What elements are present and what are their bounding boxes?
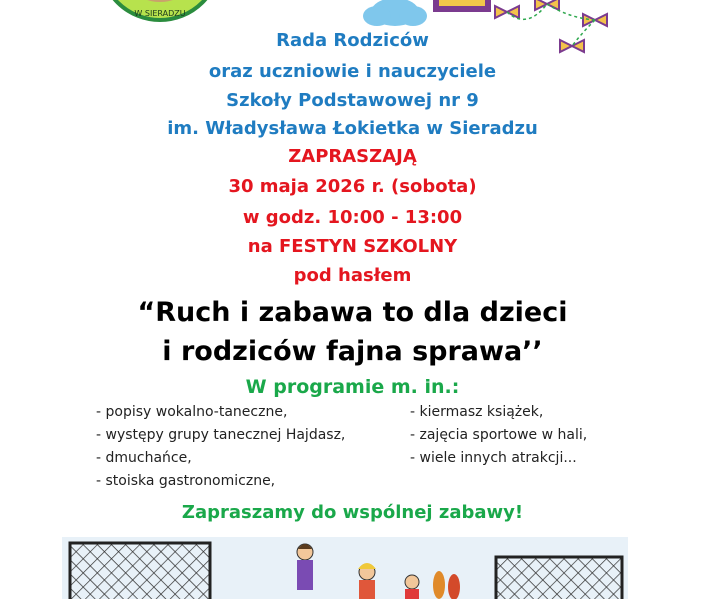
organizer-line-1: Rada Rodziców xyxy=(276,30,429,51)
program-item: - występy grupy tanecznej Hajdasz, xyxy=(96,427,346,443)
event-hours: w godz. 10:00 - 13:00 xyxy=(242,207,463,228)
program-item: - wiele innych atrakcji... xyxy=(410,450,577,466)
logo-ring-text: W SIERADZU xyxy=(134,9,186,18)
slogan-intro: pod hasłem xyxy=(293,265,412,286)
event-date: 30 maja 2026 r. (sobota) xyxy=(228,176,477,197)
program-item: - zajęcia sportowe w hali, xyxy=(410,427,588,443)
closing-invitation: Zapraszamy do wspólnej zabawy! xyxy=(181,502,524,523)
organizer-line-2: oraz uczniowie i nauczyciele xyxy=(208,61,497,82)
slogan-line-1: “Ruch i zabawa to dla dzieci xyxy=(137,297,568,328)
festival-illustration xyxy=(62,537,628,599)
goal-right-icon xyxy=(496,557,622,599)
slogan-line-2: i rodziców fajna sprawa’’ xyxy=(162,336,543,367)
organizer-line-3: Szkoły Podstawowej nr 9 xyxy=(226,90,479,111)
event-name: na FESTYN SZKOLNY xyxy=(247,236,458,257)
program-item: - popisy wokalno-taneczne, xyxy=(96,404,288,420)
program-item: - kiermasz książek, xyxy=(410,404,544,420)
program-item: - stoiska gastronomiczne, xyxy=(96,473,276,489)
kite-icon xyxy=(433,0,491,12)
organizer-line-4: im. Władysława Łokietka w Sieradzu xyxy=(167,118,538,139)
program-title: W programie m. in.: xyxy=(245,376,460,398)
invite-heading: ZAPRASZAJĄ xyxy=(288,146,417,167)
school-logo xyxy=(95,0,225,26)
cloud-icon xyxy=(363,0,427,26)
program-item: - dmuchańce, xyxy=(96,450,192,466)
